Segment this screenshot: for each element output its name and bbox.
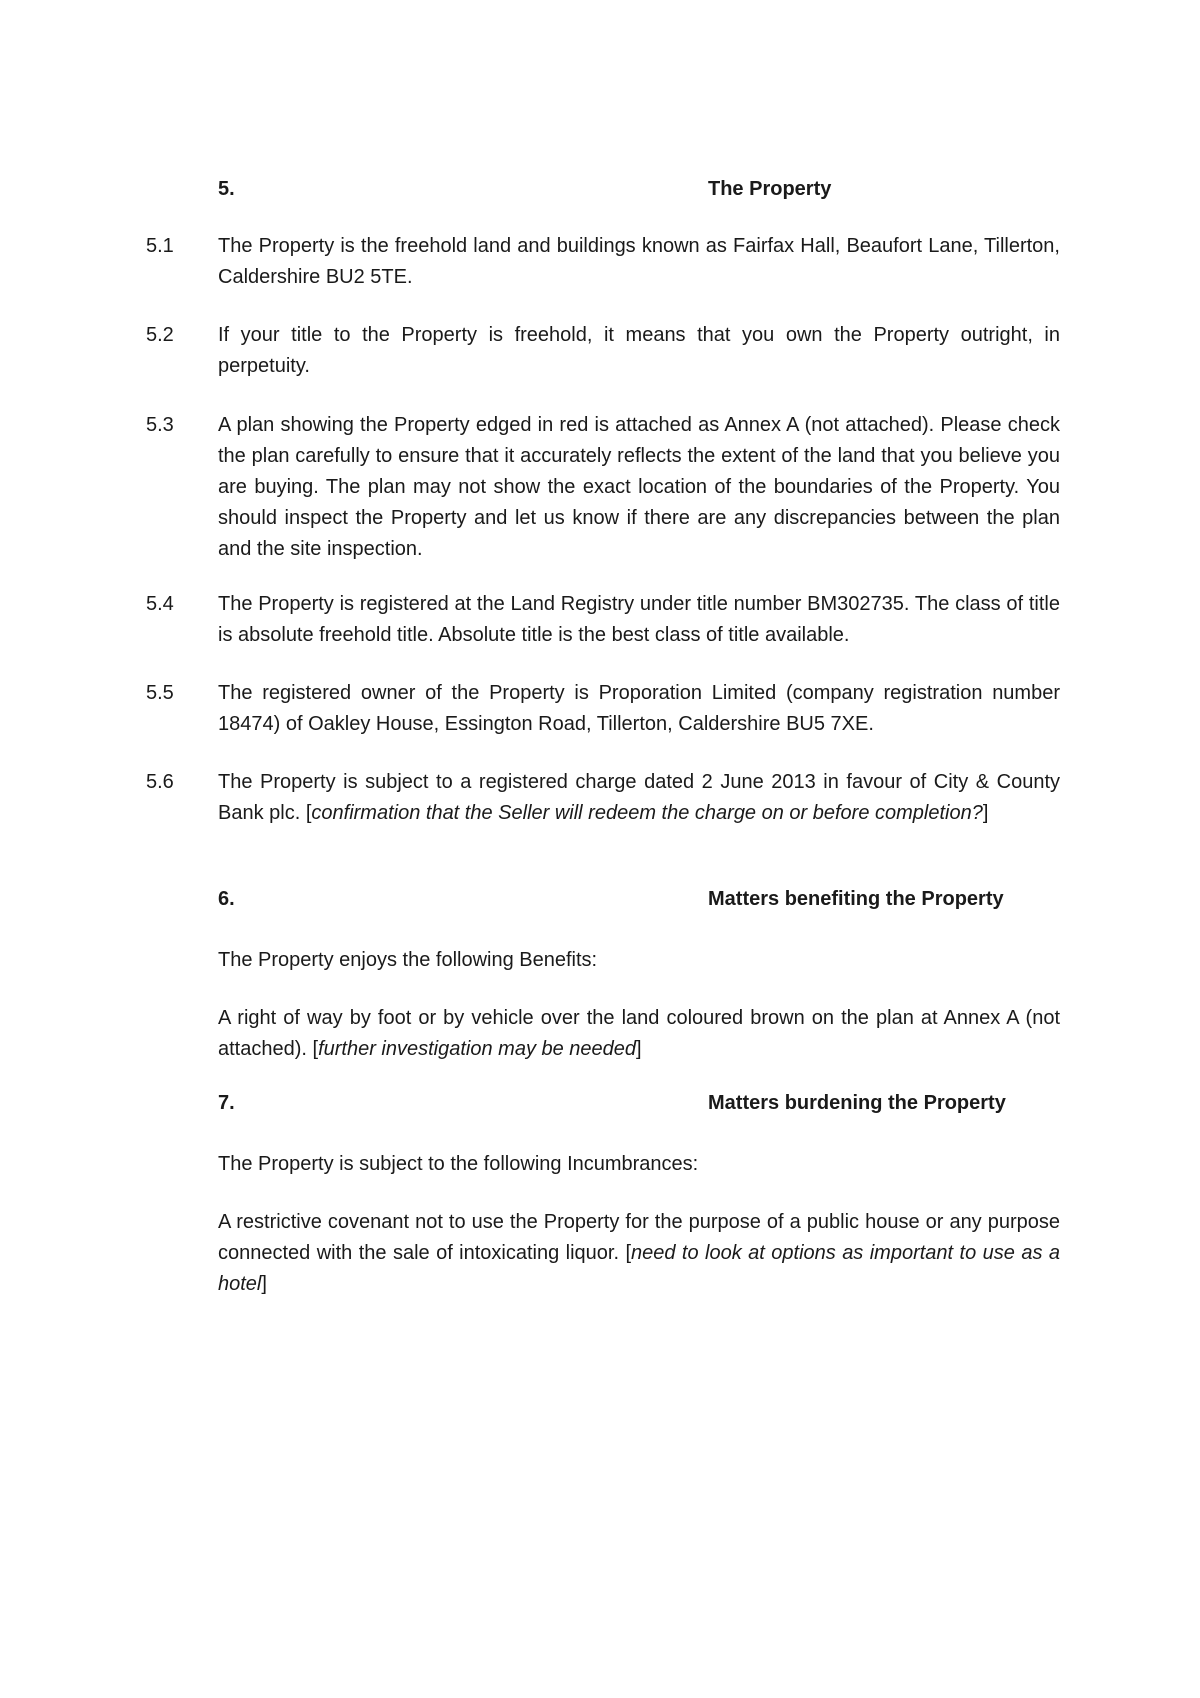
benefit-item — [218, 1003, 1060, 1065]
clause-text: The registered owner of the Property is Proporation Limited (company registration number 18474) of Oakley House, Essington Road, Tillerton, Caldershire BU5 7XE. — [218, 682, 1060, 735]
section-heading-5 — [0, 174, 1200, 205]
benefits-intro: The Property enjoys the following Benefits: — [218, 949, 598, 971]
clause-number: 5.2 — [146, 324, 174, 346]
benefit-note: further investigation may be needed — [318, 1038, 637, 1060]
clause-text: The Property is registered at the Land Registry under title number BM302735. The class of title is absolute freehold title. Absolute title is the best class of title available. — [218, 593, 1060, 646]
burden-item — [218, 1207, 1060, 1300]
clause-body: The Property is subject to a registered charge dated 2 June 2013 in favour of City & County Bank plc. [ — [218, 771, 1060, 824]
section-title: Matters benefiting the Property — [708, 888, 1004, 910]
clause-text — [218, 767, 1060, 829]
clause-number: 5.3 — [146, 414, 174, 436]
section-title: The Property — [708, 178, 832, 200]
burden-note: need to look at options as important to use as a hotel — [218, 1242, 1060, 1295]
section-number: 6. — [218, 888, 235, 910]
burden-text: A restrictive covenant not to use the Property for the purpose of a public house or any purpose connected with the sale of intoxicating liquor. [ — [218, 1211, 1060, 1264]
section-number: 5. — [218, 178, 235, 200]
clause-number: 5.5 — [146, 682, 174, 704]
clause-text: If your title to the Property is freehold, it means that you own the Property outright, in perpetuity. — [218, 324, 1060, 377]
clause-text: A plan showing the Property edged in red is attached as Annex A (not attached). Please check the plan carefully to ensure that it accurately reflects the extent of the land that you believe you are buying. The plan may not show the exact location of the boundaries of the Property. You should inspect the Property and let us know if there are any discrepancies between the plan and the site inspection. — [218, 414, 1060, 560]
clause-text: The Property is the freehold land and buildings known as Fairfax Hall, Beaufort Lane, Tillerton, Caldershire BU2 5TE. — [218, 235, 1060, 288]
section-title: Matters burdening the Property — [708, 1092, 1006, 1114]
clause-number: 5.6 — [146, 771, 174, 793]
section-heading-7 — [0, 1088, 1200, 1119]
clause-end: ] — [982, 802, 989, 824]
section-number: 7. — [218, 1092, 235, 1114]
clause-number: 5.4 — [146, 593, 174, 615]
benefit-text: A right of way by foot or by vehicle over the land coloured brown on the plan at Annex A (not attached). [ — [218, 1007, 1060, 1060]
burden-end: ] — [261, 1273, 267, 1295]
benefit-end: ] — [636, 1038, 642, 1060]
burdens-intro: The Property is subject to the following Incumbrances: — [218, 1153, 699, 1175]
clause-note: confirmation that the Seller will redeem the charge on or before completion? — [311, 802, 983, 824]
section-heading-6 — [0, 884, 1200, 915]
clause-number: 5.1 — [146, 235, 174, 257]
